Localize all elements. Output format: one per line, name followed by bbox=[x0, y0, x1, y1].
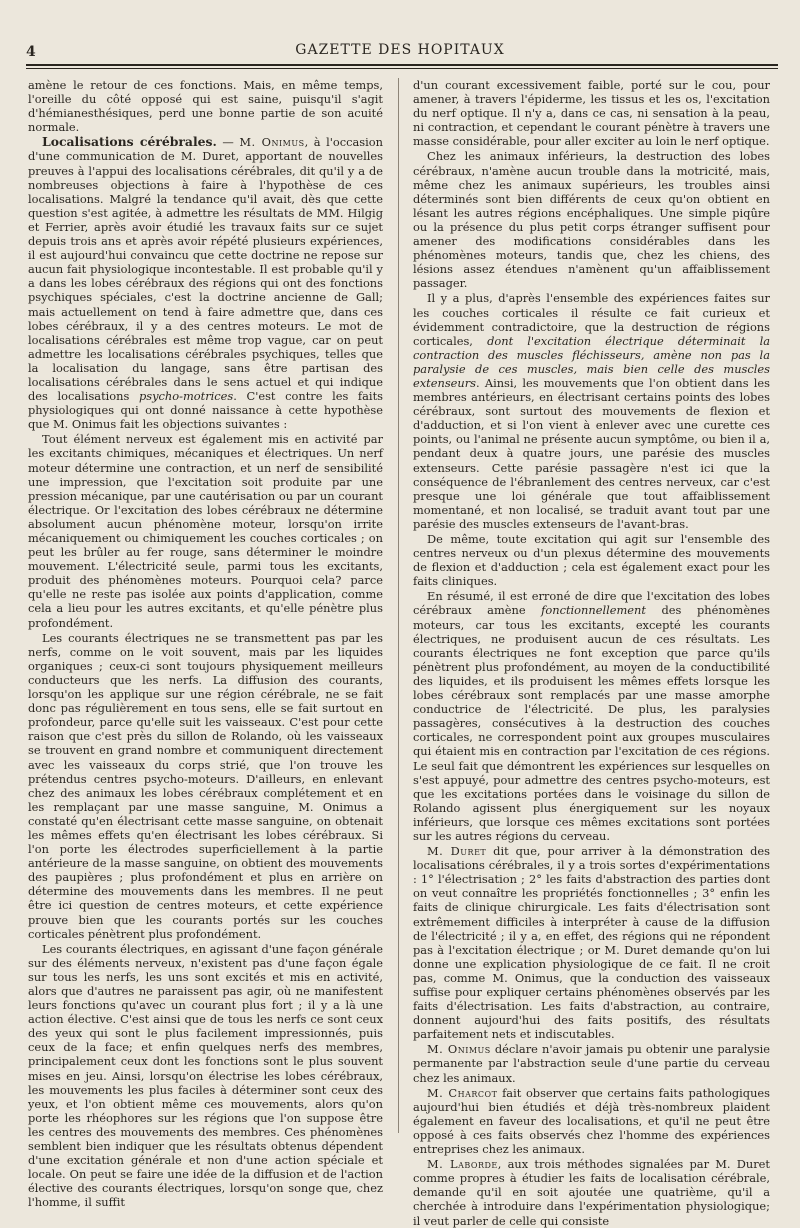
paragraph-text: Il y a plus, d'après l'ensemble des expériences faites sur les couches corticales il résulte ce fait curieux et évidemment contradictoire, que la destruction de régions corticales, bbox=[413, 291, 770, 348]
right-column bbox=[413, 78, 771, 1228]
left-column bbox=[28, 78, 383, 1210]
speaker-name: M. Onimus bbox=[239, 135, 305, 150]
paragraph-text: fait observer que certains faits pathologiques aujourd'hui bien étudiés et déjà très-nombreux plaident également en faveur des localisations, et qu'il ne peut être opposé à ces faits observés chez l'homme des expériences entreprises chez les animaux. bbox=[413, 1085, 770, 1157]
paragraph bbox=[413, 589, 770, 843]
speaker-name: M. Laborde bbox=[427, 1157, 498, 1172]
paragraph bbox=[413, 844, 770, 1041]
column-divider bbox=[398, 78, 399, 1133]
paragraph bbox=[413, 1086, 770, 1156]
paragraph-text: des phénomènes moteurs, car tous les excitants, excepté les courants électriques, ne produisent aucun de ces résultats. Les courants électriques ne font exception que parce qu'ils pénètrent plus profondément, au moyen de la conductibilité des liquides, et ils produisent les mêmes effets lorsque les lobes cérébraux sont remplacés par une masse amorphe conductrice de l'électricité. De plus, les paralysies passagères, consécutives à la destruction des couches corticales, ne correspondent point aux groupes musculaires qui étaient mis en contraction par l'excitation de ces régions. Le seul fait que démontrent les expériences sur lesquelles on s'est appuyé, pour admettre des centres psycho-moteurs, est que les excitations portées dans le voisinage du sillon de Rolando agissent plus énergiquement sur les noyaux inférieurs, que lorsque ces mêmes excitations sont portées sur les autres régions du cerveau. bbox=[413, 603, 770, 843]
paragraph: De même, toute excitation qui agit sur l'ensemble des centres nerveux ou d'un plexus détermine des mouvements de flexion et d'adduction ; cela est également exact pour les faits cliniques. bbox=[413, 532, 770, 589]
paragraph bbox=[413, 1042, 770, 1084]
speaker-name: M. Onimus bbox=[427, 1042, 491, 1057]
header-rule-thin bbox=[26, 68, 778, 69]
paragraph-text: dit que, pour arriver à la démonstration des localisations cérébrales, il y a trois sortes d'expérimentations : 1° l'électrisation ; 2° les faits d'abstraction des parties dont on veut connaître les propriétés fonctionnelles ; 3° enfin les faits de clinique chirurgicale. Les faits d'électrisation sont extrêmement difficiles à interpréter à cause de la diffusion de l'électricité ; il y a, en effet, des régions qui ne répondent pas à l'excitation électrique ; or M. Duret demande qu'on lui donne une explication physiologique de ce fait. Il ne croit pas, comme M. Onimus, que la conduction des vaisseaux suffise pour expliquer certains phénomènes observés par les faits d'électrisation. Les faits d'abstraction, au contraire, donnent aujourd'hui des faits positifs, des résultats parfaitement nets et indiscutables. bbox=[413, 844, 771, 1042]
paragraph-text: En résumé, il est erroné de dire que l'excitation des lobes cérébraux amène bbox=[413, 589, 770, 618]
running-title: GAZETTE DES HOPITAUX bbox=[295, 42, 505, 58]
paragraph: Chez les animaux inférieurs, la destruction des lobes cérébraux, n'amène aucun trouble dans la motricité, mais, même chez les animaux supérieurs, les troubles ainsi déterminés sont bien différents de ceux qu'on obtient en lésant les autres régions encéphaliques. Une simple piqûre ou la présence du plus petit corps étranger suffisent pour amener des modifications considérables dans les phénomènes moteurs, tandis que, chez les chiens, des lésions assez étendues n'amènent qu'un affaiblissement passager. bbox=[413, 149, 770, 291]
page-number: 4 bbox=[26, 44, 36, 60]
paragraph-text: , aux trois méthodes signalées par M. Duret comme propres à étudier les faits de localisation cérébrale, demande qu'il en soit ajoutée une quatrième, qu'il a cherchée à introduire dans l'expérimentation physiologique; il veut parler de celle qui consiste bbox=[413, 1157, 770, 1228]
section-headline: Localisations cérébrales. bbox=[42, 134, 217, 150]
paragraph: Tout élément nerveux est également mis en activité par les excitants chimiques, mécaniques et électriques. Un nerf moteur détermine une contraction, et un nerf de sensibilité une impression, que l'excitation soit produite par une pression mécanique, par une cautérisation ou par un courant électrique. Or l'excitation des lobes cérébraux ne détermine absolument aucun phénomène moteur, lorsqu'on irrite mécaniquement ou chimiquement les couches corticales ; on peut les brûler au fer rouge, sans déterminer le moindre mouvement. L'électricité seule, parmi tous les excitants, produit des phénomènes moteurs. Pourquoi cela? parce qu'elle ne reste pas isolée aux points d'application, comme cela a lieu pour les autres excitants, et qu'elle pénètre plus profondément. bbox=[28, 432, 383, 630]
paragraph: Les courants électriques ne se transmettent pas par les nerfs, comme on le voit souvent, mais par les liquides organiques ; ceux-ci sont toujours physiquement meilleurs conducteurs que les nerfs. La diffusion des courants, lorsqu'on les applique sur une région cérébrale, ne se fait donc pas régulièrement en tous sens, elle se fait surtout en profondeur, parce qu'elle suit les vaisseaux. C'est pour cette raison que c'est près du sillon de Rolando, où les vaisseaux se trouvent en grand nombre et communiquent directement avec les vaisseaux du corps strié, que l'on trouve les prétendus centres psycho-moteurs. D'ailleurs, en enlevant chez des animaux les lobes cérébraux complétement et en les remplaçant par une masse sanguine, M. Onimus a constaté qu'en électrisant cette masse sanguine, on obtenait les mêmes effets qu'en électrisant les lobes cérébraux. Si l'on porte les électrodes superficiellement à la partie antérieure de la masse sanguine, on obtient des mouvements des paupières ; plus profondément et plus en arrière on détermine des mouvements dans les membres. Il ne peut être ici question de centres moteurs, et cette expérience prouve bien que les courants portés sur les couches corticales pénètrent plus profondément. bbox=[28, 630, 383, 941]
italic-term: psycho-motrices bbox=[138, 389, 234, 404]
header-rule-thick bbox=[26, 64, 778, 66]
paragraph bbox=[413, 1157, 770, 1227]
paragraph-localisations bbox=[28, 135, 383, 431]
italic-term: fonctionnellement bbox=[541, 603, 646, 618]
paragraph-text: , à l'occasion d'une communication de M. Duret, apportant de nouvelles preuves à l'appui des localisations cérébrales, dit qu'il y a de nombreuses objections à faire à l'hypothèse de ces localisations. Malgré la tendance qu'il avait, dès que cette question s'est agitée, à admettre les résultats de MM. Hilgig et Ferrier, après avoir étudié les travaux faits sur ce sujet depuis trois ans et après avoir répété plusieurs expériences, il est aujourd'hui convaincu que cette doctrine ne repose sur aucun fait physiologique incontestable. Il est probable qu'il y a dans les lobes cérébraux des régions qui ont des fonctions psychiques spéciales, c'est la doctrine ancienne de Gall; mais actuellement on tend à faire admettre que, dans ces lobes cérébraux, il y a des centres moteurs. Le mot de localisations cérébrales est même trop vague, car on peut admettre les localisations cérébrales psychiques, telles que la localisation du langage, sans être partisan des localisations cérébrales dans le sens actuel et qui indique des localisations bbox=[28, 135, 383, 404]
italic-passage: dont l'excitation électrique déterminait la contraction des muscles fléchisseurs, amène non pas la paralysie de ces muscles, mais bien celle des muscles extenseurs bbox=[413, 333, 771, 390]
paragraph: Les courants électriques, en agissant d'une façon générale sur des éléments nerveux, n'existent pas d'une façon égale sur tous les nerfs, les uns sont excités et mis en activité, alors que d'autres ne paraissent pas agir, où ne manifestent leurs fonctions qu'avec un courant plus fort ; il y a là une action élective. C'est ainsi que de tous les nerfs ce sont ceux des yeux qui sont le plus facilement impressionnés, puis ceux de la face; et enfin quelques nerfs des membres, principalement ceux dont les fonctions sont le plus souvent mises en jeu. Ainsi, lorsqu'on électrise les lobes cérébraux, les mouvements les plus faciles à déterminer sont ceux des yeux, et l'on obtient même ces mouvements, alors qu'on porte les rhéophores sur les régions que l'on suppose être les centres des mouvements des membres. Ces phénomènes semblent bien indiquer que les résultats obtenus dépendent d'une excitation générale et non d'une action spéciale et locale. On peut se faire une idée de la diffusion et de l'action élective des courants électriques, lorsqu'on songe que, chez l'homme, il suffit bbox=[28, 941, 383, 1210]
paragraph bbox=[413, 291, 770, 531]
paragraph-text: déclare n'avoir jamais pu obtenir une paralysie permanente par l'abstraction seule d'une partie du cerveau chez les animaux. bbox=[413, 1042, 770, 1085]
speaker-name: M. Duret bbox=[427, 844, 487, 859]
paragraph-text: . Ainsi, les mouvements que l'on obtient dans les membres antérieurs, en électrisant certains points des lobes cérébraux, sont surtout des mouvements de flexion et d'adduction, et si l'on vient à enlever avec une curette ces points, ou l'animal ne présente aucun symptôme, ou bien il a, pendant deux à quatre jours, une parésie des muscles extenseurs. Cette parésie passagère n'est ici que la conséquence de l'ébranlement des centres nerveux, car c'est presque une loi générale que tout affaiblissement momentané, et non localisé, se traduit avant tout par une parésie des muscles extenseurs de l'avant-bras. bbox=[413, 375, 770, 531]
paragraph: amène le retour de ces fonctions. Mais, en même temps, l'oreille du côté opposé qui est saine, puisqu'il s'agit d'hémianesthésiques, perd une bonne partie de son acuité normale. bbox=[28, 78, 383, 135]
paragraph: d'un courant excessivement faible, porté sur le cou, pour amener, à travers l'épiderme, les tissus et les os, l'excitation du nerf optique. Il n'y a, dans ce cas, ni sensation à la peau, ni contraction, et cependant le courant pénètre à travers une masse considérable, pour aller exciter au loin le nerf optique. bbox=[413, 78, 770, 149]
speaker-name: M. Charcot bbox=[427, 1085, 498, 1100]
dash: — bbox=[216, 135, 240, 150]
paragraph-text: . C'est contre les faits physiologiques qui ont donné naissance à cette hypothèse que M. Onimus fait les objections suivantes : bbox=[28, 389, 383, 432]
